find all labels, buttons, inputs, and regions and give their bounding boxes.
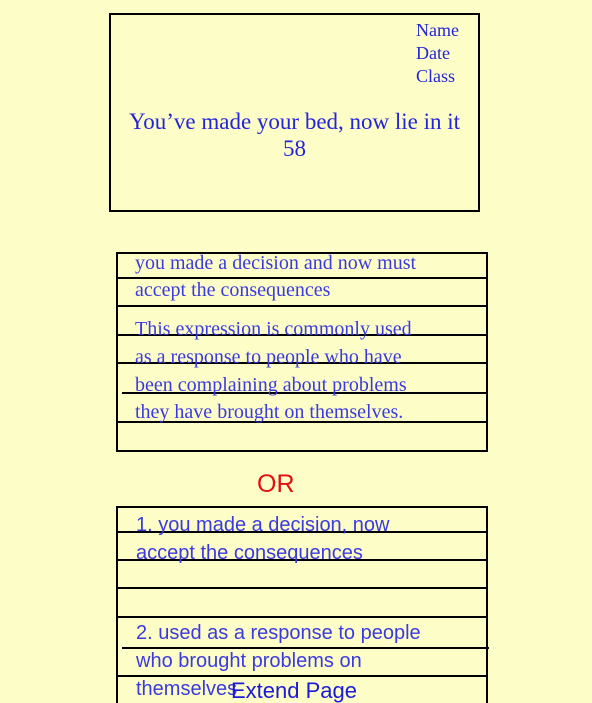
definition-line: you made a decision and now must [135,252,417,274]
idiom-title: You’ve made your bed, now lie in it [128,109,461,134]
page-number: 58 [283,136,306,161]
ruled-line [118,616,486,618]
alternate-line: 1. you made a decision, now [136,514,390,536]
student-info [416,19,459,88]
date-label: Date [416,43,450,63]
definition-line: as a response to people who have [135,346,402,368]
alternate-line: 2. used as a response to people [136,622,421,644]
title-card [109,13,480,212]
definition-line: been complaining about problems [135,374,407,396]
alternate-box [116,506,488,703]
definition-line: This expression is commonly used [135,318,412,340]
class-label: Class [416,66,456,86]
alternate-line: accept the consequences [136,542,363,564]
definition-box [116,252,488,452]
ruled-line [118,587,486,589]
alternate-line: themselves [136,678,238,700]
definition-line: accept the consequences [135,279,331,301]
definition-line: they have brought on themselves. [135,401,404,423]
alternate-line: who brought problems on [136,650,362,672]
name-label: Name [416,20,459,40]
extend-page-button[interactable]: Extend Page [231,678,357,703]
or-label: OR [257,470,295,498]
ruled-line [118,305,486,307]
